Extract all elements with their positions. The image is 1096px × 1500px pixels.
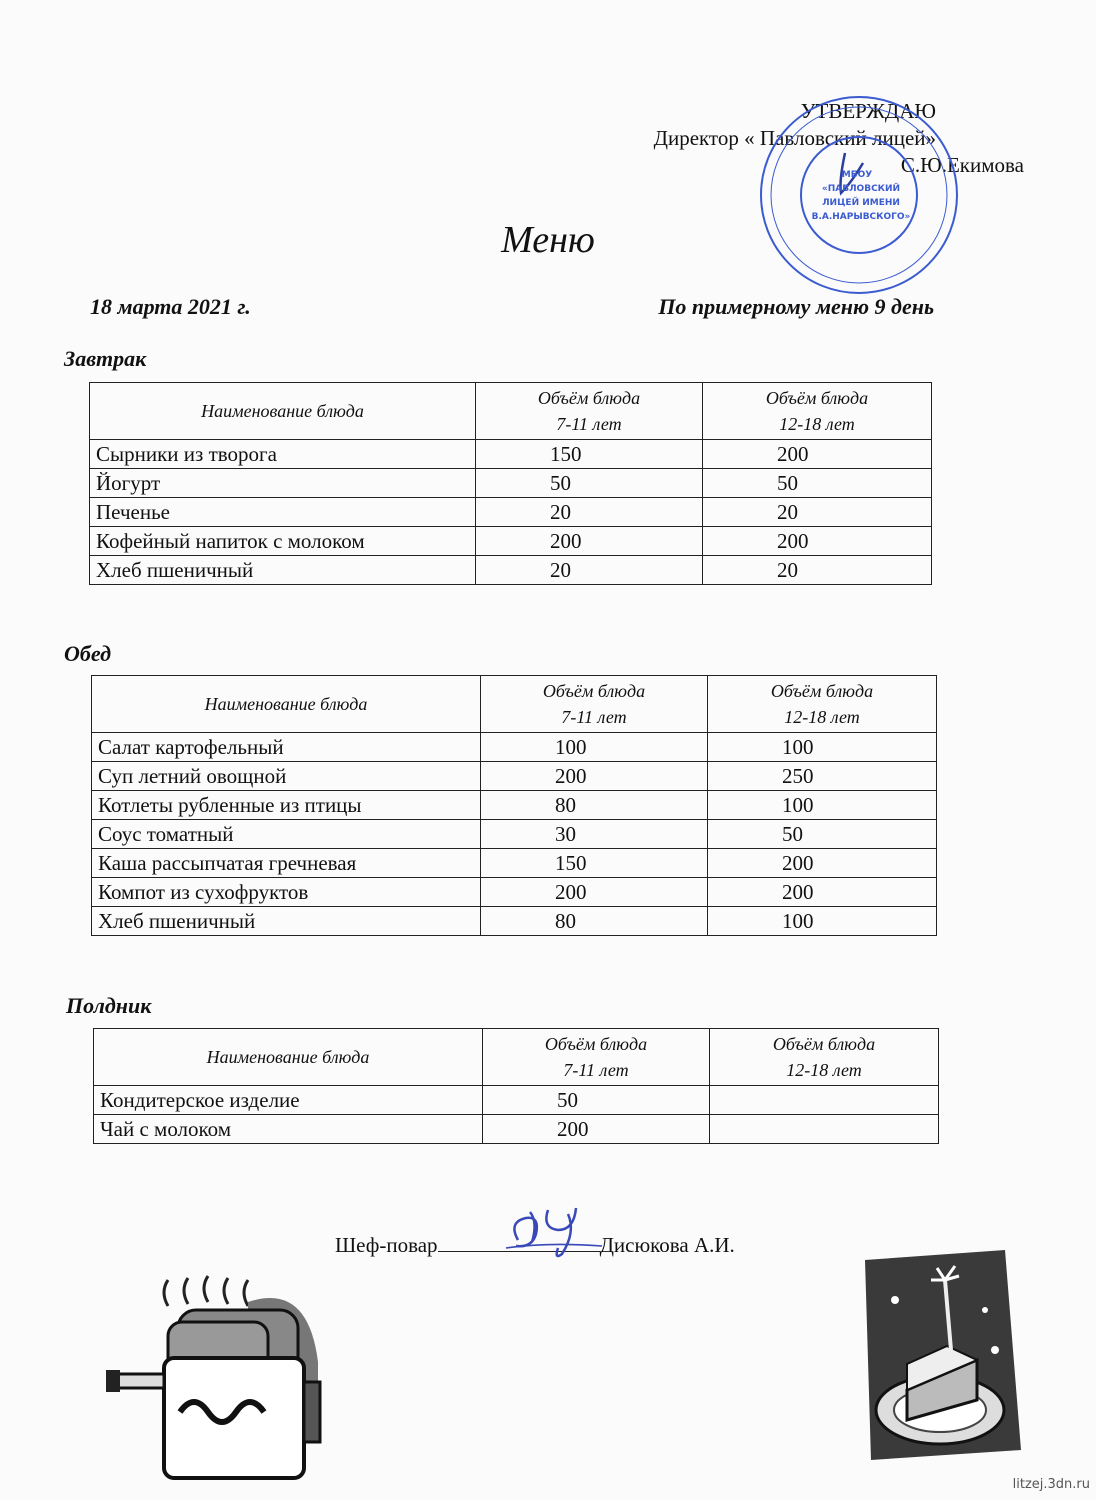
breakfast-table xyxy=(89,382,932,585)
portion-7-11-cell: 20 xyxy=(476,498,703,527)
portion-12-18-cell: 200 xyxy=(708,878,937,907)
table-header-row xyxy=(92,676,937,733)
table-row xyxy=(92,820,937,849)
table-row xyxy=(92,762,937,791)
portion-7-11-cell: 200 xyxy=(481,762,708,791)
dish-name-cell: Йогурт xyxy=(90,469,476,498)
portion-7-11-cell: 30 xyxy=(481,820,708,849)
portion-7-11-cell: 150 xyxy=(481,849,708,878)
dish-name-cell: Каша рассыпчатая гречневая xyxy=(92,849,481,878)
toaster-clipart-icon xyxy=(98,1262,338,1487)
approval-signer: С.Ю.Екимова xyxy=(900,153,1024,177)
lunch-table xyxy=(91,675,937,936)
portion-12-18-cell: 100 xyxy=(708,733,937,762)
portion-12-18-cell: 50 xyxy=(708,820,937,849)
stamp-line-1: МБОУ xyxy=(841,170,873,180)
column-header: Объём блюда 7-11 лет xyxy=(476,383,703,440)
portion-12-18-cell: 250 xyxy=(708,762,937,791)
stamp-line-4: В.А.НАРЫВСКОГО» xyxy=(811,212,911,222)
column-header: Наименование блюда xyxy=(92,676,481,733)
dish-name-cell: Котлеты рубленные из птицы xyxy=(92,791,481,820)
chef-name: Дисюкова А.И. xyxy=(599,1233,735,1257)
table-row xyxy=(90,498,932,527)
portion-12-18-cell: 50 xyxy=(703,469,932,498)
portion-12-18-cell: 20 xyxy=(703,498,932,527)
portion-12-18-cell: 200 xyxy=(703,440,932,469)
portion-12-18-cell: 100 xyxy=(708,791,937,820)
column-header: Наименование блюда xyxy=(90,383,476,440)
portion-7-11-cell: 20 xyxy=(476,556,703,585)
portion-12-18-cell xyxy=(710,1086,939,1115)
approval-director: Директор « Павловский лицей» xyxy=(653,126,936,150)
column-header: Наименование блюда xyxy=(94,1029,483,1086)
portion-7-11-cell: 50 xyxy=(476,469,703,498)
column-header: Объём блюда 12-18 лет xyxy=(703,383,932,440)
menu-date: 18 марта 2021 г. xyxy=(90,294,251,319)
dish-name-cell: Хлеб пшеничный xyxy=(90,556,476,585)
portion-12-18-cell xyxy=(710,1115,939,1144)
table-row xyxy=(92,878,937,907)
portion-7-11-cell: 100 xyxy=(481,733,708,762)
dish-name-cell: Салат картофельный xyxy=(92,733,481,762)
portion-12-18-cell: 100 xyxy=(708,907,937,936)
portion-7-11-cell: 80 xyxy=(481,907,708,936)
official-stamp xyxy=(757,93,961,297)
menu-day-label: По примерному меню 9 день xyxy=(658,294,934,319)
dish-name-cell: Компот из сухофруктов xyxy=(92,878,481,907)
dish-name-cell: Кондитерское изделие xyxy=(94,1086,483,1115)
section-title-lunch: Обед xyxy=(64,641,111,666)
column-header: Объём блюда 7-11 лет xyxy=(481,676,708,733)
site-watermark: litzej.3dn.ru xyxy=(1012,1477,1090,1492)
portion-12-18-cell: 200 xyxy=(708,849,937,878)
table-header-row xyxy=(94,1029,939,1086)
section-title-snack: Полдник xyxy=(66,993,152,1018)
table-row xyxy=(90,527,932,556)
chef-label: Шеф-повар xyxy=(335,1233,438,1257)
column-header: Объём блюда 7-11 лет xyxy=(483,1029,710,1086)
dish-name-cell: Хлеб пшеничный xyxy=(92,907,481,936)
column-header: Объём блюда 12-18 лет xyxy=(710,1029,939,1086)
approval-title: УТВЕРЖДАЮ xyxy=(800,99,936,123)
portion-7-11-cell: 80 xyxy=(481,791,708,820)
table-row xyxy=(94,1115,939,1144)
table-row xyxy=(92,791,937,820)
dish-name-cell: Печенье xyxy=(90,498,476,527)
dish-name-cell: Чай с молоком xyxy=(94,1115,483,1144)
cake-clipart-icon xyxy=(855,1240,1025,1470)
portion-7-11-cell: 200 xyxy=(481,878,708,907)
table-row xyxy=(90,440,932,469)
portion-7-11-cell: 50 xyxy=(483,1086,710,1115)
snack-table xyxy=(93,1028,939,1144)
portion-7-11-cell: 200 xyxy=(483,1115,710,1144)
table-row xyxy=(92,733,937,762)
dish-name-cell: Сырники из творога xyxy=(90,440,476,469)
stamp-line-3: ЛИЦЕЙ ИМЕНИ xyxy=(822,198,900,208)
table-header-row xyxy=(90,383,932,440)
dish-name-cell: Суп летний овощной xyxy=(92,762,481,791)
column-header: Объём блюда 12-18 лет xyxy=(708,676,937,733)
table-row xyxy=(92,849,937,878)
dish-name-cell: Соус томатный xyxy=(92,820,481,849)
portion-12-18-cell: 20 xyxy=(703,556,932,585)
table-row xyxy=(92,907,937,936)
stamp-line-2: «ПАВЛОВСКИЙ xyxy=(821,184,901,194)
dish-name-cell: Кофейный напиток с молоком xyxy=(90,527,476,556)
section-title-breakfast: Завтрак xyxy=(64,346,147,371)
table-row xyxy=(94,1086,939,1115)
portion-7-11-cell: 200 xyxy=(476,527,703,556)
portion-12-18-cell: 200 xyxy=(703,527,932,556)
portion-7-11-cell: 150 xyxy=(476,440,703,469)
handwritten-signature xyxy=(498,1200,610,1262)
table-row xyxy=(90,556,932,585)
table-row xyxy=(90,469,932,498)
page-title: Меню xyxy=(501,219,595,261)
